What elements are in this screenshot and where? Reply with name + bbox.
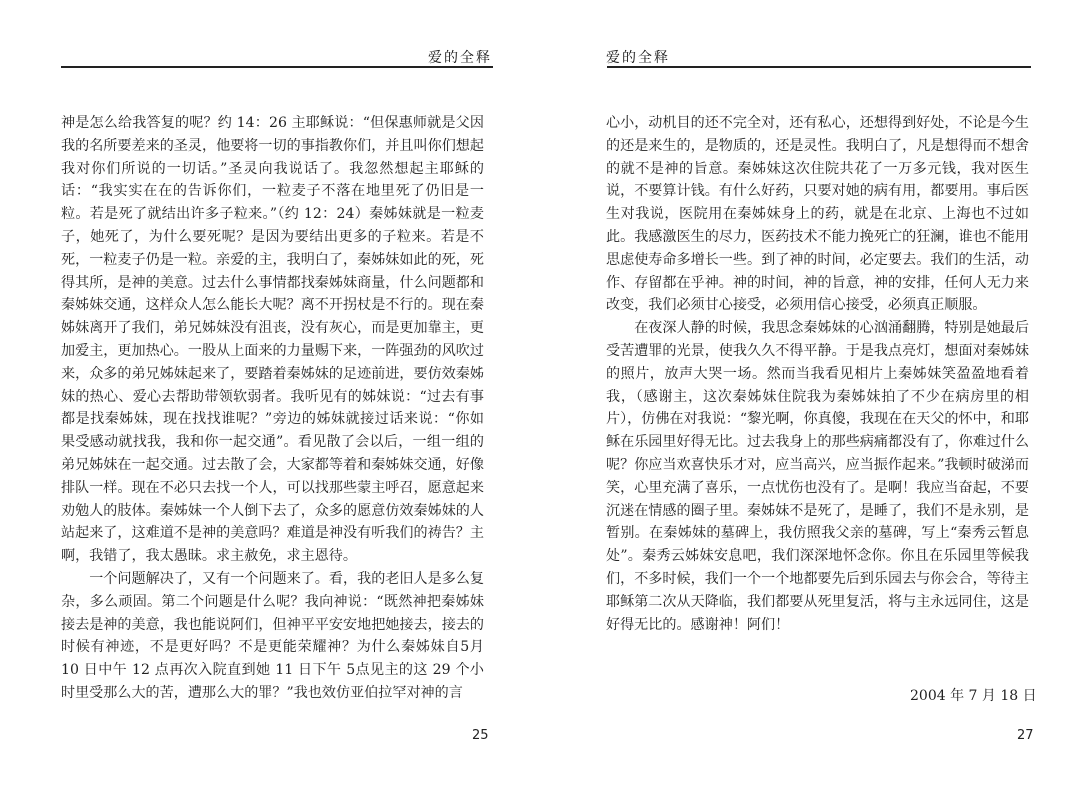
header-rule (61, 66, 493, 68)
paragraph: 神是怎么给我答复的呢？约 14：26 主耶稣说：“但保惠师就是父因我的名所要差来的圣灵，他要将一切的事指教你们，并且叫你们想起我对你们所说的一切话。”圣灵向我说话了。我忽然想起主耶稣的话：“我实实在在的告诉你们，一粒麦子不落在地里死了仍旧是一粒。若是死了就结出许多子粒来。”（约 12：24）秦姊妹就是一粒麦子，她死了，为什么要死呢？是因为要结出更多的子粒来。若是不死，一粒麦子仍是一粒。亲爱的主，我明白了，秦姊妹如此的死，死得其所，是神的美意。过去什么事情都找秦姊妹商量，什么问题都和秦姊妹交通，这样众人怎么能长大呢？离不开拐杖是不行的。现在秦姊妹离开了我们，弟兄姊妹没有沮丧，没有灰心，而是更加靠主，更加爱主，更加热心。一股从上面来的力量赐下来，一阵强劲的风吹过来，众多的弟兄姊妹起来了，要踏着秦姊妹的足迹前进，要仿效秦姊妹的热心、爱心去帮助带领软弱者。我听见有的姊妹说：“过去有事都是找秦姊妹，现在找找谁呢？”旁边的姊妹就接过话来说：“你如果受感动就找我，我和你一起交通”。看见散了会以后，一组一组的弟兄姊妹在一起交通。过去散了会，大家都等着和秦姊妹交通，好像排队一样。现在不必只去找一个人，可以找那些蒙主呼召，愿意起来劝勉人的肢体。秦姊妹一个人倒下去了，众多的愿意仿效秦姊妹的人站起来了，这难道不是神的美意吗？难道是神没有听我们的祷告？主啊，我错了，我太愚昧。求主赦免，求主恩待。 (61, 115, 484, 565)
paragraph: 一个问题解决了，又有一个问题来了。看，我的老旧人是多么复杂，多么顽固。第二个问题是什么呢？我向神说：“既然神把秦姊妹接去是神的美意，我也能说阿们，但神平平安安地把她接去，接去的时候有神迹，不是更好吗？不是更能荣耀神？为什么秦姊妹自5月 10 日中午 12 点再次入院直到她 11 日下午 5点见主的这 29 个小时里受那么大的苦，遭那么大的罪？”我也效仿亚伯拉罕对神的言 (61, 570, 484, 701)
running-header: 爱的全释 (606, 50, 670, 66)
right-page (546, 0, 1092, 795)
page-number: 27 (1017, 728, 1034, 743)
header-rule (607, 66, 1031, 68)
paragraph: 在夜深人静的时候，我思念秦姊妹的心汹涌翻腾，特别是她最后受苦遭罪的光景，使我久久不得平静。于是我点亮灯，想面对秦姊妹的照片，放声大哭一场。然而当我看见相片上秦姊妹笑盈盈地看着我，（感谢主，这次秦姊妹住院我为秦姊妹拍了不少在病房里的相片），仿佛在对我说：“黎光啊，你真傻，我现在在天父的怀中，和耶稣在乐园里好得无比。过去我身上的那些病痛都没有了，你难过什么呢？你应当欢喜快乐才对，应当高兴，应当振作起来。”我顿时破涕而笑，心里充满了喜乐，一点忧伤也没有了。是啊！我应当奋起，不要沉迷在情感的圈子里。秦姊妹不是死了，是睡了，我们不是永别，是暂别。在秦姊妹的墓碑上，我仿照我父亲的墓碑，写上“秦秀云暂息处”。秦秀云姊妹安息吧，我们深深地怀念你。你且在乐园里等候我们，不多时候，我们一个一个地都要先后到乐园去与你会合，等待主耶稣第二次从天降临，我们都要从死里复活，将与主永远同住，这是好得无比的。感谢神！阿们！ (606, 320, 1029, 633)
page-number: 25 (472, 728, 489, 743)
running-header: 爱的全释 (428, 50, 492, 66)
date-line: 2004 年 7 月 18 日 (910, 688, 1037, 704)
page-body (606, 112, 1029, 636)
page-body (61, 112, 484, 705)
paragraph: 心小，动机目的还不完全对，还有私心，还想得到好处，不论是今生的还是来生的，是物质的，还是灵性。我明白了，凡是想得而不想舍的就不是神的旨意。秦姊妹这次住院共花了一万多元钱，我对医生说，不要算计钱。有什么好药，只要对她的病有用，都要用。事后医生对我说，医院用在秦姊妹身上的药，就是在北京、上海也不过如此。我感激医生的尽力，医药技术不能力挽死亡的狂澜，谁也不能用思虑使寿命多增长一些。到了神的时间，必定要去。我们的生活，动作、存留都在乎神。神的时间，神的旨意，神的安排，任何人无力来改变，我们必须甘心接受，必须用信心接受，必须真正顺服。 (606, 115, 1029, 314)
